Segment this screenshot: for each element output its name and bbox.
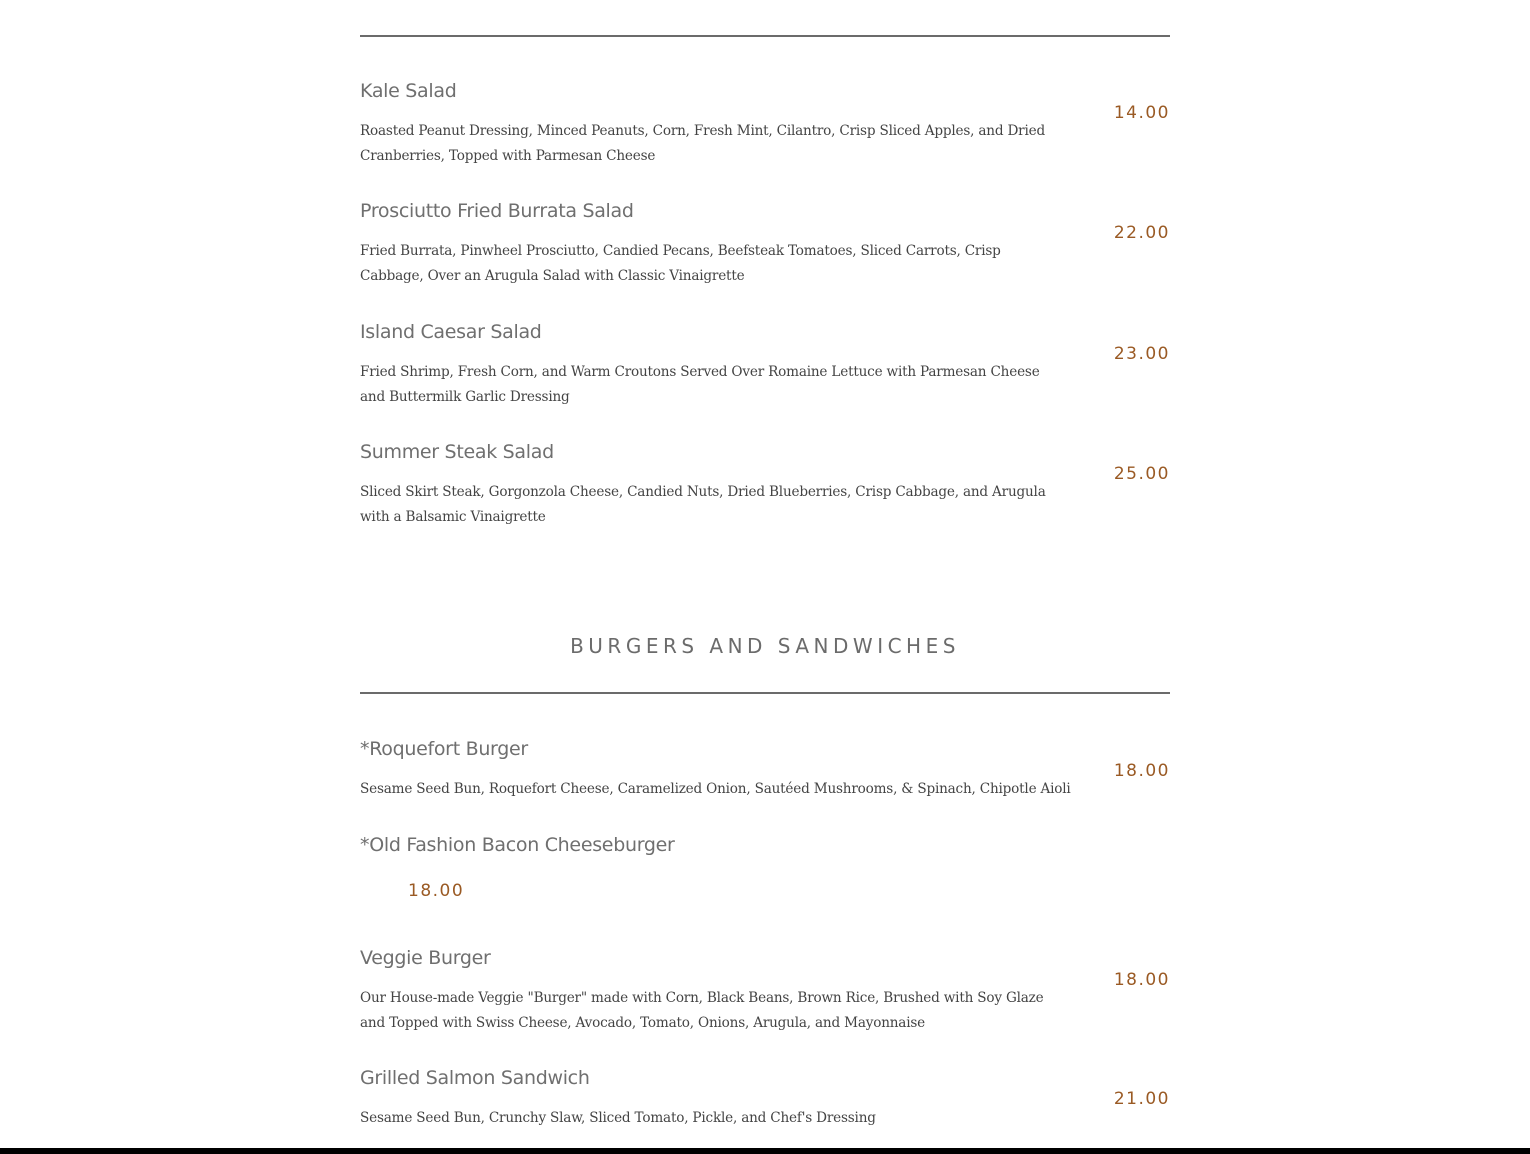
section-divider-burgers bbox=[360, 692, 1170, 694]
menu-item-name: Veggie Burger bbox=[360, 947, 491, 969]
menu-item-name: *Roquefort Burger bbox=[360, 738, 528, 760]
menu-item-price: 22.00 bbox=[1113, 223, 1170, 243]
menu-item-description: Fried Shrimp, Fresh Corn, and Warm Croutons Served Over Romaine Lettuce with Parmesan Cheese and Buttermilk Garlic Dressing bbox=[360, 364, 1040, 405]
menu-item-name: Island Caesar Salad bbox=[360, 321, 542, 343]
section-divider-salads bbox=[360, 35, 1170, 37]
menu-item-name: Kale Salad bbox=[360, 80, 457, 102]
menu-item-price: 25.00 bbox=[1113, 464, 1170, 484]
menu-item-price: 18.00 bbox=[1113, 970, 1170, 990]
menu-item-price: 18.00 bbox=[1113, 761, 1170, 781]
menu-item-description: Roasted Peanut Dressing, Minced Peanuts, Corn, Fresh Mint, Cilantro, Crisp Sliced Apples, and Dried Cranberries, Topped with Parmesan Cheese bbox=[360, 123, 1045, 164]
menu-item-description: Our House-made Veggie "Burger" made with Corn, Black Beans, Brown Rice, Brushed with Soy Glaze and Topped with Swiss Cheese, Avocado, Tomato, Onions, Arugula, and Mayonnaise bbox=[360, 990, 1044, 1031]
menu-item-price: 18.00 bbox=[408, 881, 465, 901]
menu-item-description: Sliced Skirt Steak, Gorgonzola Cheese, Candied Nuts, Dried Blueberries, Crisp Cabbage, and Arugula with a Balsamic Vinaigrette bbox=[360, 484, 1046, 525]
menu-item-description: Sesame Seed Bun, Roquefort Cheese, Caramelized Onion, Sautéed Mushrooms, & Spinach, Chipotle Aioli bbox=[360, 781, 1071, 797]
menu-item-price: 21.00 bbox=[1113, 1089, 1170, 1109]
section-title-burgers-and-sandwiches: BURGERS AND SANDWICHES bbox=[570, 634, 960, 658]
menu-item-price: 14.00 bbox=[1113, 103, 1170, 123]
bottom-edge-bar bbox=[0, 1148, 1530, 1154]
menu-item-description: Fried Burrata, Pinwheel Prosciutto, Candied Pecans, Beefsteak Tomatoes, Sliced Carrots, Crisp Cabbage, Over an Arugula Salad with Classic Vinaigrette bbox=[360, 243, 1001, 284]
menu-item-description: Sesame Seed Bun, Crunchy Slaw, Sliced Tomato, Pickle, and Chef's Dressing bbox=[360, 1110, 876, 1126]
menu-item-name: *Old Fashion Bacon Cheeseburger bbox=[360, 834, 675, 856]
menu-item-name: Prosciutto Fried Burrata Salad bbox=[360, 200, 634, 222]
menu-item-price: 23.00 bbox=[1113, 344, 1170, 364]
menu-item-name: Summer Steak Salad bbox=[360, 441, 554, 463]
menu-item-name: Grilled Salmon Sandwich bbox=[360, 1067, 590, 1089]
